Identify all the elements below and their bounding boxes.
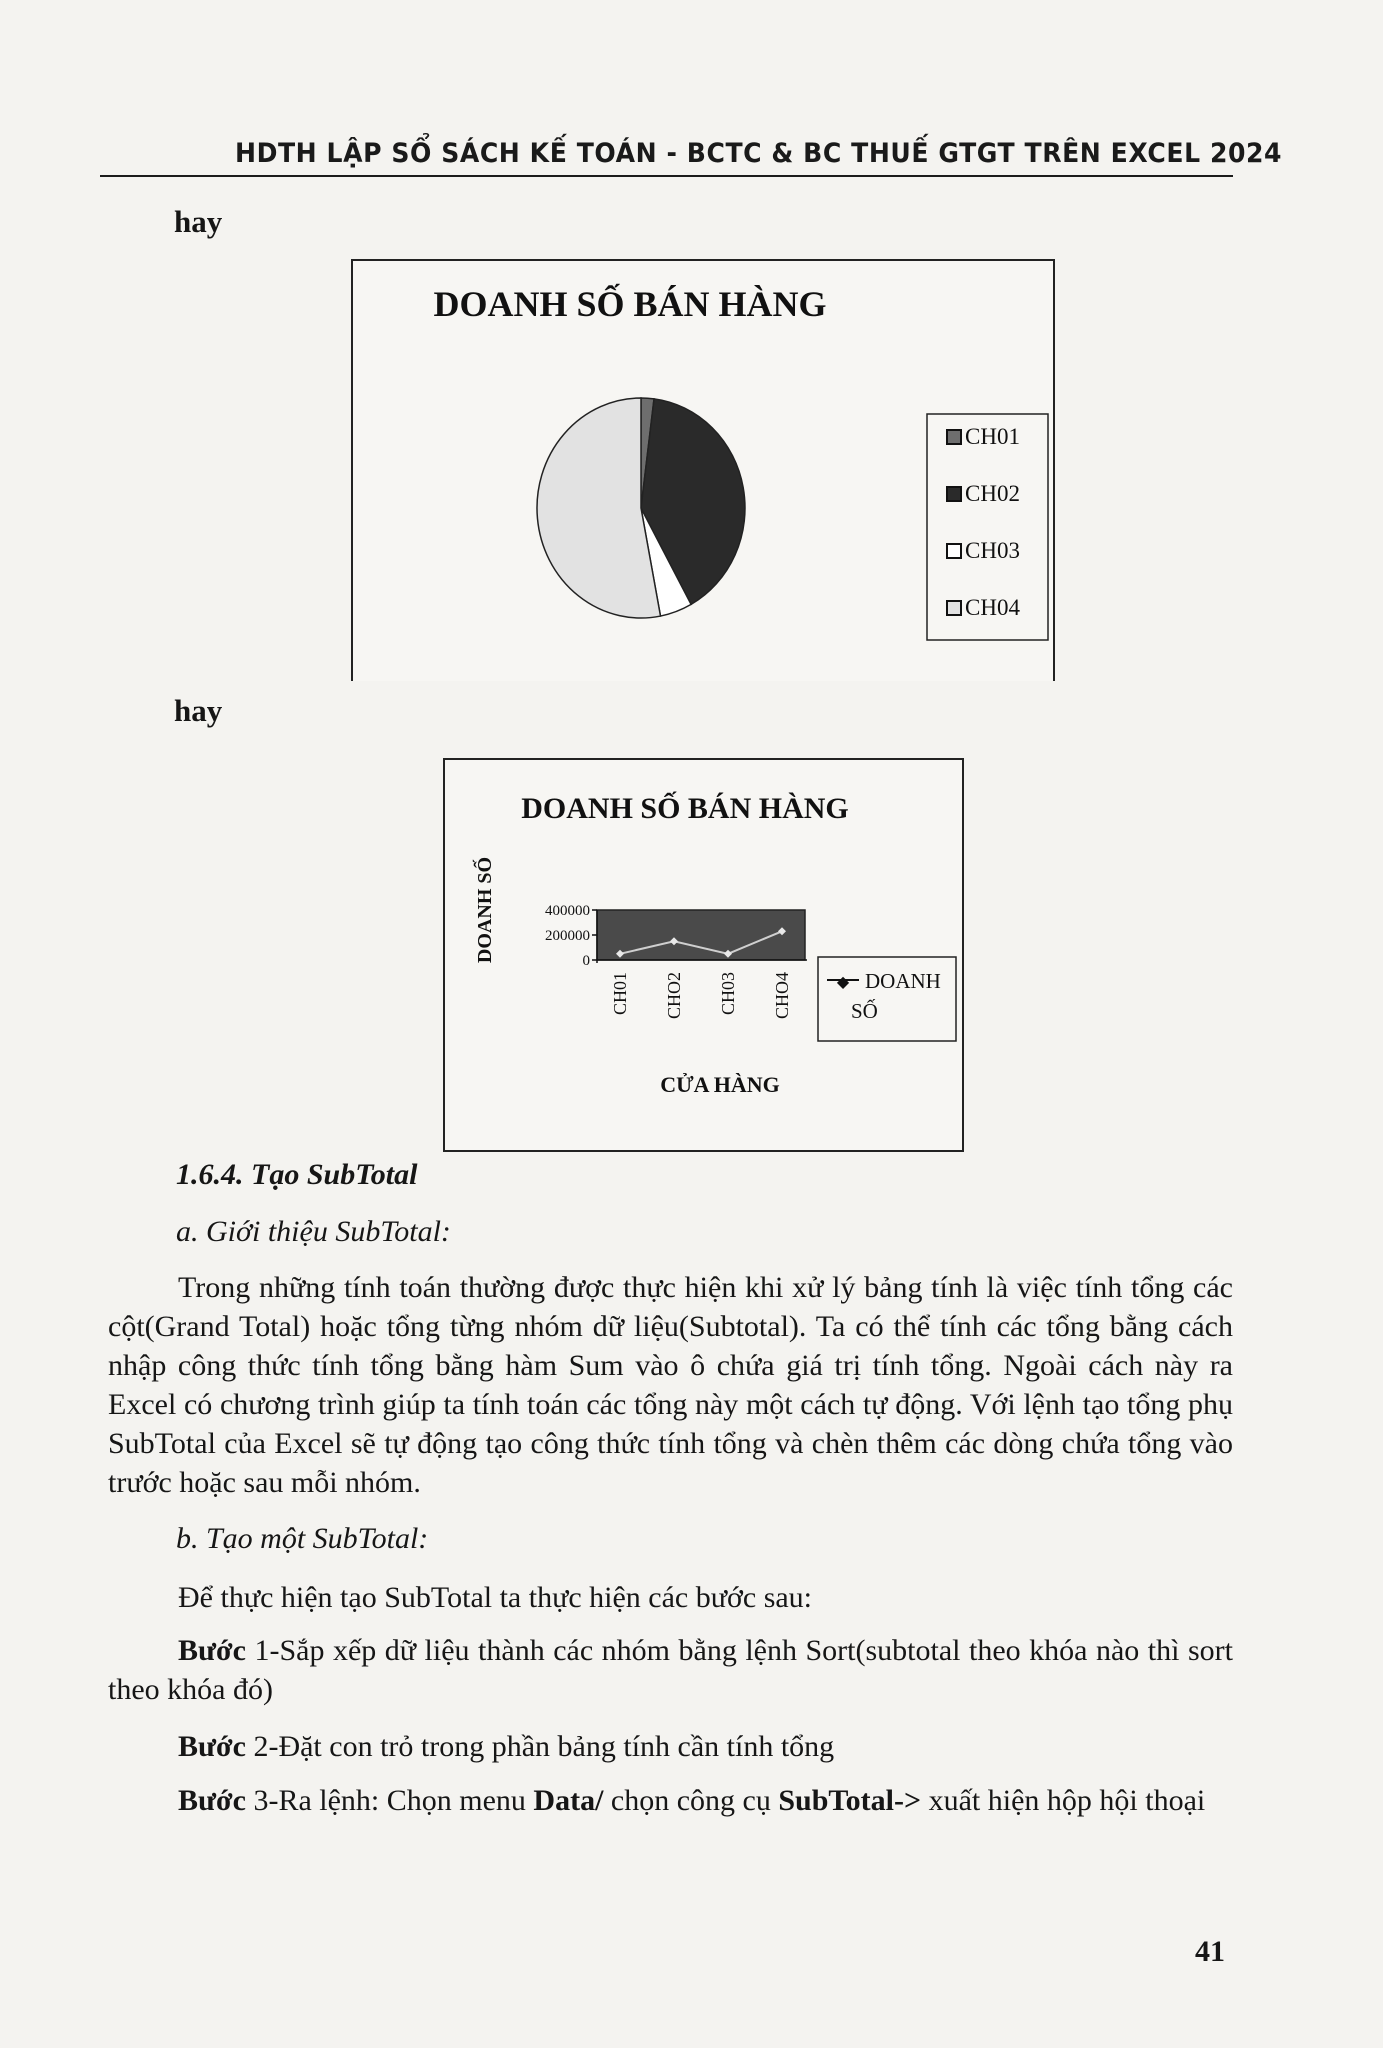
- legend-swatch-ch03: [947, 544, 961, 558]
- step-3-data-menu: Data/: [533, 1784, 604, 1817]
- subheading-b: b. Tạo một SubTotal:: [176, 1522, 429, 1555]
- step-2: [108, 1727, 1233, 1766]
- hay-label-2: hay: [174, 693, 223, 728]
- step-3-subtotal-tool: SubTotal->: [778, 1784, 922, 1817]
- x-tick-label-ch02: CHO2: [664, 972, 684, 1020]
- step-1-label: Bước: [178, 1634, 246, 1667]
- step-3-text-2: chọn công cụ: [603, 1784, 779, 1817]
- pie-chart-frame: [351, 259, 1055, 681]
- y-tick-label: 400000: [545, 903, 590, 919]
- step-1: [108, 1631, 1233, 1709]
- legend-label-ch01: CH01: [965, 424, 1020, 449]
- step-1-text: 1-Sắp xếp dữ liệu thành các nhóm bằng lệnh Sort(subtotal theo khóa nào thì sort theo khóa đó): [108, 1634, 1233, 1706]
- step-3-label: Bước: [178, 1784, 246, 1817]
- line-chart: [445, 760, 962, 1150]
- legend-swatch-ch02: [947, 487, 961, 501]
- line-chart-frame: [443, 758, 964, 1152]
- step-3-text-3: xuất hiện hộp hội thoại: [921, 1784, 1206, 1817]
- step-2-text: 2-Đặt con trỏ trong phần bảng tính cần tính tổng: [245, 1730, 835, 1763]
- header-rule: [100, 175, 1233, 177]
- legend-diamond-marker: ◆: [836, 974, 850, 991]
- step-3-text-1: 3-Ra lệnh: Chọn menu: [245, 1784, 534, 1817]
- section-heading: 1.6.4. Tạo SubTotal: [176, 1158, 418, 1191]
- page-number: 41: [1195, 1935, 1225, 1968]
- step-2-label: Bước: [178, 1730, 246, 1763]
- line-legend-label: DOANH SỐ: [851, 969, 941, 1023]
- legend-swatch-ch01: [947, 430, 961, 444]
- x-tick-label-ch03: CH03: [718, 972, 738, 1016]
- pie-chart-title: DOANH SỐ BÁN HÀNG: [433, 284, 827, 324]
- legend-swatch-ch04: [947, 601, 961, 615]
- y-tick-label: 0: [582, 953, 590, 969]
- step-3: [108, 1781, 1233, 1820]
- legend-label-ch03: CH03: [965, 538, 1020, 563]
- subheading-a: a. Giới thiệu SubTotal:: [176, 1215, 451, 1248]
- line-chart-x-axis-title: CỬA HÀNG: [660, 1072, 780, 1097]
- line-chart-y-axis-title: DOANH SỐ: [474, 856, 496, 964]
- legend-label-ch04: CH04: [965, 595, 1020, 620]
- x-tick-label-ch01: CH01: [610, 972, 630, 1016]
- hay-label-1: hay: [174, 204, 223, 239]
- x-tick-label-ch04: CHO4: [772, 972, 792, 1020]
- running-header: HDTH LẬP SỔ SÁCH KẾ TOÁN - BCTC & BC THUẾ GTGT TRÊN EXCEL 2024: [235, 138, 1283, 169]
- y-tick-label: 200000: [545, 928, 590, 944]
- legend-label-ch02: CH02: [965, 481, 1020, 506]
- paragraph-steps-intro: Để thực hiện tạo SubTotal ta thực hiện các bước sau:: [178, 1581, 813, 1614]
- line-chart-title: DOANH SỐ BÁN HÀNG: [521, 792, 849, 825]
- paragraph-intro: Trong những tính toán thường được thực hiện khi xử lý bảng tính là việc tính tổng các cột(Grand Total) hoặc tổng từng nhóm dữ liệu(Subtotal). Ta có thể tính các tổng bằng cách nhập công thức tính tổng bằng hàm Sum vào ô chứa giá trị tính tổng. Ngoài cách này ra Excel có chương trình giúp ta tính toán các tổng này một cách tự động. Với lệnh tạo tổng phụ SubTotal của Excel sẽ tự động tạo công thức tính tổng và chèn thêm các dòng chứa tổng vào trước hoặc sau mỗi nhóm.: [108, 1271, 1233, 1499]
- pie-chart: [353, 261, 1053, 681]
